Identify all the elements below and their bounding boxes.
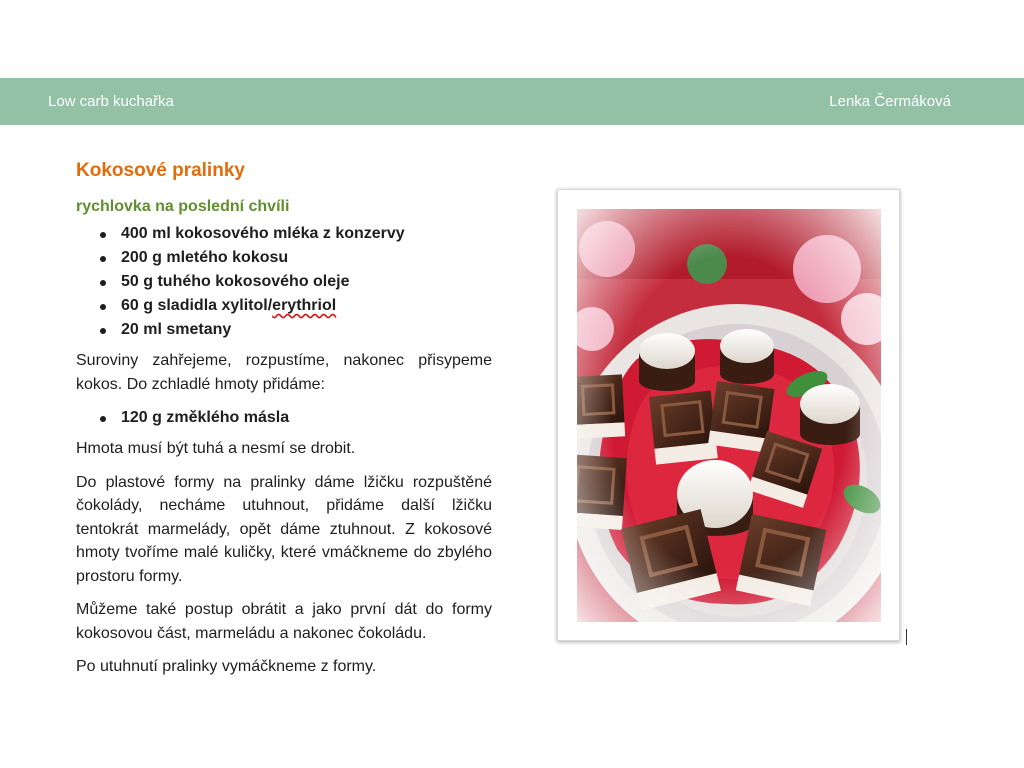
ingredient-item: 50 g tuhého kokosového oleje	[76, 270, 492, 294]
photo-frame[interactable]	[557, 189, 900, 641]
header-book-title: Low carb kuchařka	[48, 93, 174, 110]
recipe-subtitle: rychlovka na poslední chvíli	[76, 198, 290, 215]
ingredient-item: 200 g mletého kokosu	[76, 246, 492, 270]
ingredient-list-2	[76, 406, 492, 430]
header-author: Lenka Čermáková	[829, 93, 951, 110]
ingredient-item: 400 ml kokosového mléka z konzervy	[76, 222, 492, 246]
step-paragraph: Suroviny zahřejeme, rozpustíme, nakonec přisypeme kokos. Do zchladlé hmoty přidáme:	[76, 352, 492, 393]
ingredient-text: 60 g sladidla xylitol/	[121, 297, 273, 314]
ingredient-item: 20 ml smetany	[76, 318, 492, 342]
step-paragraph: Můžeme také postup obrátit a jako první dát do formy kokosovou část, marmeládu a nakonec čokoládu.	[76, 601, 492, 642]
text-cursor	[906, 629, 907, 645]
page-header	[0, 78, 1024, 125]
step-paragraph: Hmota musí být tuhá a nesmí se drobit.	[76, 440, 356, 457]
recipe-text	[76, 160, 492, 689]
recipe-title: Kokosové pralinky	[76, 160, 245, 181]
step-paragraph: Po utuhnutí pralinky vymáčkneme z formy.	[76, 658, 377, 675]
ingredient-item: 120 g změklého másla	[76, 406, 492, 430]
spellcheck-word: erythriol	[272, 297, 337, 314]
ingredient-list	[76, 222, 492, 342]
pralines-photo[interactable]	[577, 209, 881, 622]
ingredient-item	[76, 294, 492, 318]
step-paragraph: Do plastové formy na pralinky dáme lžičku rozpuštěné čokolády, necháme utuhnout, přidáme další lžičku tentokrát marmelády, opět dáme ztuhnout. Z kokosové hmoty tvoříme malé kuličky, které vmáčkneme do zbylého prostoru formy.	[76, 473, 492, 585]
